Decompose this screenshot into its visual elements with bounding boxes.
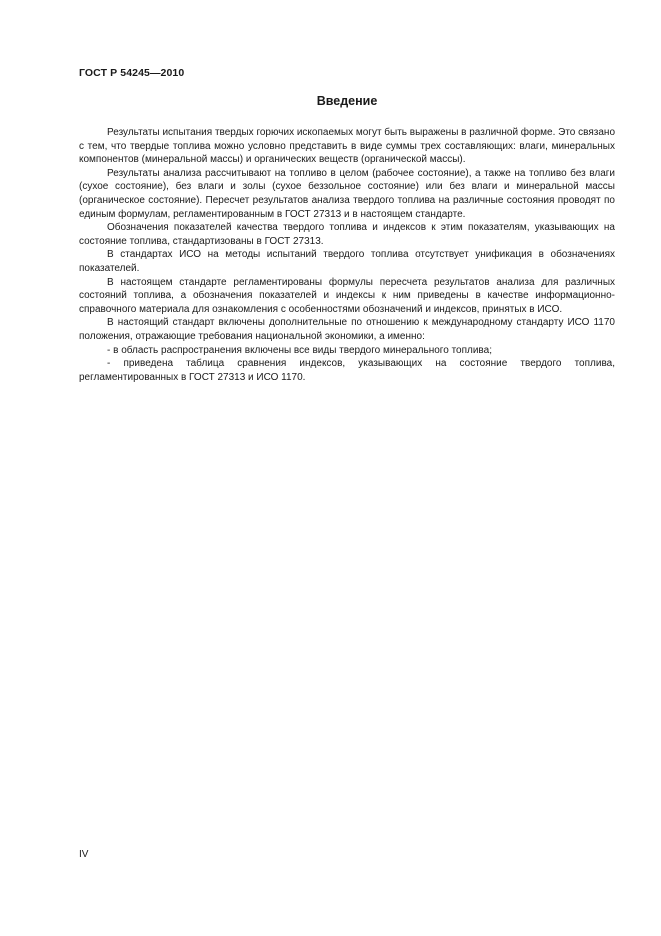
- paragraph: В настоящий стандарт включены дополнительные по отношению к международному стандарту ИСО 1170 положения, отражающие требования национальной экономики, а именно:: [79, 317, 615, 342]
- page-number: IV: [79, 849, 89, 860]
- list-item: - приведена таблица сравнения индексов, указывающих на состояние твердого топлива, регламентированных в ГОСТ 27313 и ИСО 1170.: [79, 358, 615, 383]
- paragraph: Результаты анализа рассчитывают на топливо в целом (рабочее состояние), а также на топливо без влаги (сухое состояние), без влаги и золы (сухое беззольное состояние) или без влаги и минеральной массы (органическое состояние). Пересчет результатов анализа твердого топлива на различные состояния проводят по единым формулам, регламентированным в ГОСТ 27313 и в настоящем стандарте.: [79, 167, 615, 220]
- paragraph: Обозначения показателей качества твердого топлива и индексов к этим показателям, указывающих на состояние топлива, стандартизованы в ГОСТ 27313.: [79, 222, 615, 247]
- paragraph: Результаты испытания твердых горючих ископаемых могут быть выражены в различной форме. Это связано с тем, что твердые топлива можно условно представить в виде суммы трех составляющих: влаги, минеральных компонентов (минеральной массы) и органических веществ (органической массы).: [79, 127, 615, 166]
- section-title: Введение: [316, 94, 378, 108]
- document-code: ГОСТ Р 54245—2010: [79, 67, 185, 79]
- paragraph: В стандартах ИСО на методы испытаний твердого топлива отсутствует унификация в обозначениях показателей.: [79, 249, 615, 274]
- body-text: [79, 126, 615, 384]
- paragraph: В настоящем стандарте регламентированы формулы пересчета результатов анализа для различных состояний топлива, а обозначения показателей и индексы к ним приведены в качестве информационно-справочного материала для ознакомления с особенностями обозначений и индексов, принятых в ИСО.: [79, 276, 615, 315]
- list-item: - в область распространения включены все виды твердого минерального топлива;: [107, 344, 492, 356]
